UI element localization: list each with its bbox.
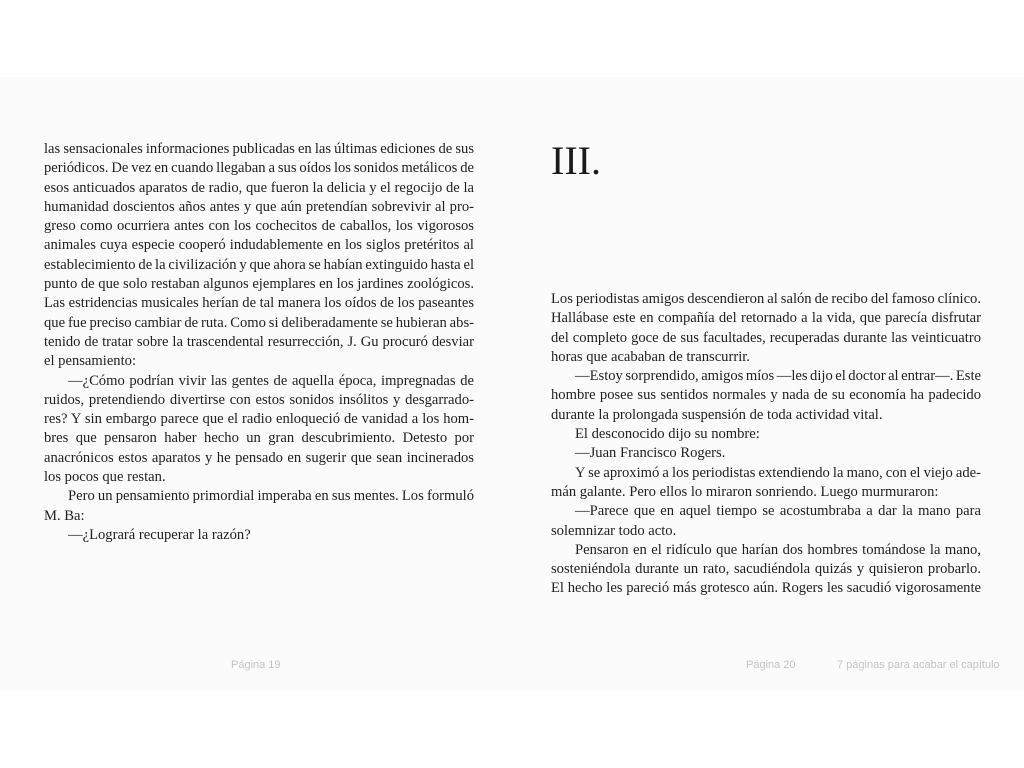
text-line: —Parece que en aquel tiempo se acostumbraba a dar la mano para (575, 503, 981, 520)
text-line: sosteniéndola durante un rato, sacudiéndola quizás y quisieron probarlo. (551, 561, 981, 578)
text-line: Las estridencias musicales herían de tal manera los oídos de los paseantes (44, 295, 474, 312)
text-line: el pensamiento: (44, 353, 136, 370)
text-line: humanidad doscientos años antes y que aún pretendían sobrevivir al pro- (44, 198, 474, 215)
text-line: —¿Logrará recuperar la razón? (68, 526, 251, 543)
left-page[interactable] (44, 140, 474, 545)
text-line: periódicos. De vez en cuando llegaban a sus oídos los sonidos metálicos de (44, 160, 474, 177)
text-line: solemnizar todo acto. (551, 522, 677, 539)
page-number-right: Página 20 (746, 659, 796, 671)
text-line: greso como ocurriera antes con los cochecitos de caballos, los vigorosos (44, 218, 474, 235)
text-line: establecimiento de la civilización y que ahora se habían extinguido hasta el (44, 256, 474, 273)
book-reader (0, 77, 1024, 690)
right-page[interactable] (551, 290, 981, 599)
page-number-left: Página 19 (231, 659, 281, 671)
text-line: El hecho les pareció más grotesco aún. Rogers les sacudió vigorosamente (551, 580, 981, 597)
text-line: —Estoy sorprendido, amigos míos —les dijo el doctor al entrar—. Este (575, 368, 981, 385)
text-line: —Juan Francisco Rogers. (575, 445, 726, 462)
text-line: que fue preciso cambiar de ruta. Como si deliberadamente se hubieran abs- (44, 314, 474, 331)
text-line: animales cuya especie cooperó indudablemente en los siglos pretéritos al (44, 237, 474, 254)
text-line: El desconocido dijo su nombre: (575, 426, 760, 443)
text-line: res? Y sin embargo parece que el radio enloqueció de vanidad a los hom- (44, 411, 474, 428)
text-line: —¿Cómo podrían vivir las gentes de aquella época, impregnadas de (68, 372, 474, 389)
text-line: Pero un pensamiento primordial imperaba en sus mentes. Los formuló (68, 488, 474, 505)
text-line: los pocos que restan. (44, 469, 166, 486)
text-line: M. Ba: (44, 507, 85, 524)
text-line: mán galante. Pero ellos lo miraron sonriendo. Luego murmuraron: (551, 483, 939, 500)
text-line: anacrónicos estos aparatos y he pensado en sugerir que sean incinerados (44, 449, 474, 466)
text-line: ruidos, pretendiendo divertirse con estos sonidos insólitos y desgarrado- (44, 391, 474, 408)
text-line: tenido de tratar sobre la trascendental resurrección, J. Gu procuró desviar (44, 333, 474, 350)
chapter-title: III. (551, 138, 601, 183)
text-line: del completo goce de sus facultades, recuperadas durante las veinticuatro (551, 329, 981, 346)
text-line: esos anticuados aparatos de radio, que fueron la delicia y el regocijo de la (44, 179, 474, 196)
text-line: hombre posee sus sentidos normales y nada de su economía ha padecido (551, 387, 981, 404)
text-line: bres que pensaron haber hecho un gran descubrimiento. Detesto por (44, 430, 474, 447)
chapter-progress: 7 páginas para acabar el capítulo (837, 659, 1000, 671)
text-line: durante la prolongada suspensión de toda actividad vital. (551, 406, 883, 423)
text-line: punto de que solo restaban algunos ejemplares en los jardines zoológicos. (44, 276, 474, 293)
text-line: Y se aproximó a los periodistas extendiendo la mano, con el viejo ade- (575, 464, 981, 481)
text-line: Pensaron en el ridículo que harían dos hombres tomándose la mano, (575, 541, 981, 558)
text-line: las sensacionales informaciones publicadas en las últimas ediciones de sus (44, 141, 474, 157)
text-line: horas que acababan de transcurrir. (551, 348, 750, 365)
text-line: Los periodistas amigos descendieron al salón de recibo del famoso clínico. (551, 291, 981, 307)
text-line: Hallábase este en compañía del retornado a la vida, que parecía disfrutar (551, 310, 981, 327)
